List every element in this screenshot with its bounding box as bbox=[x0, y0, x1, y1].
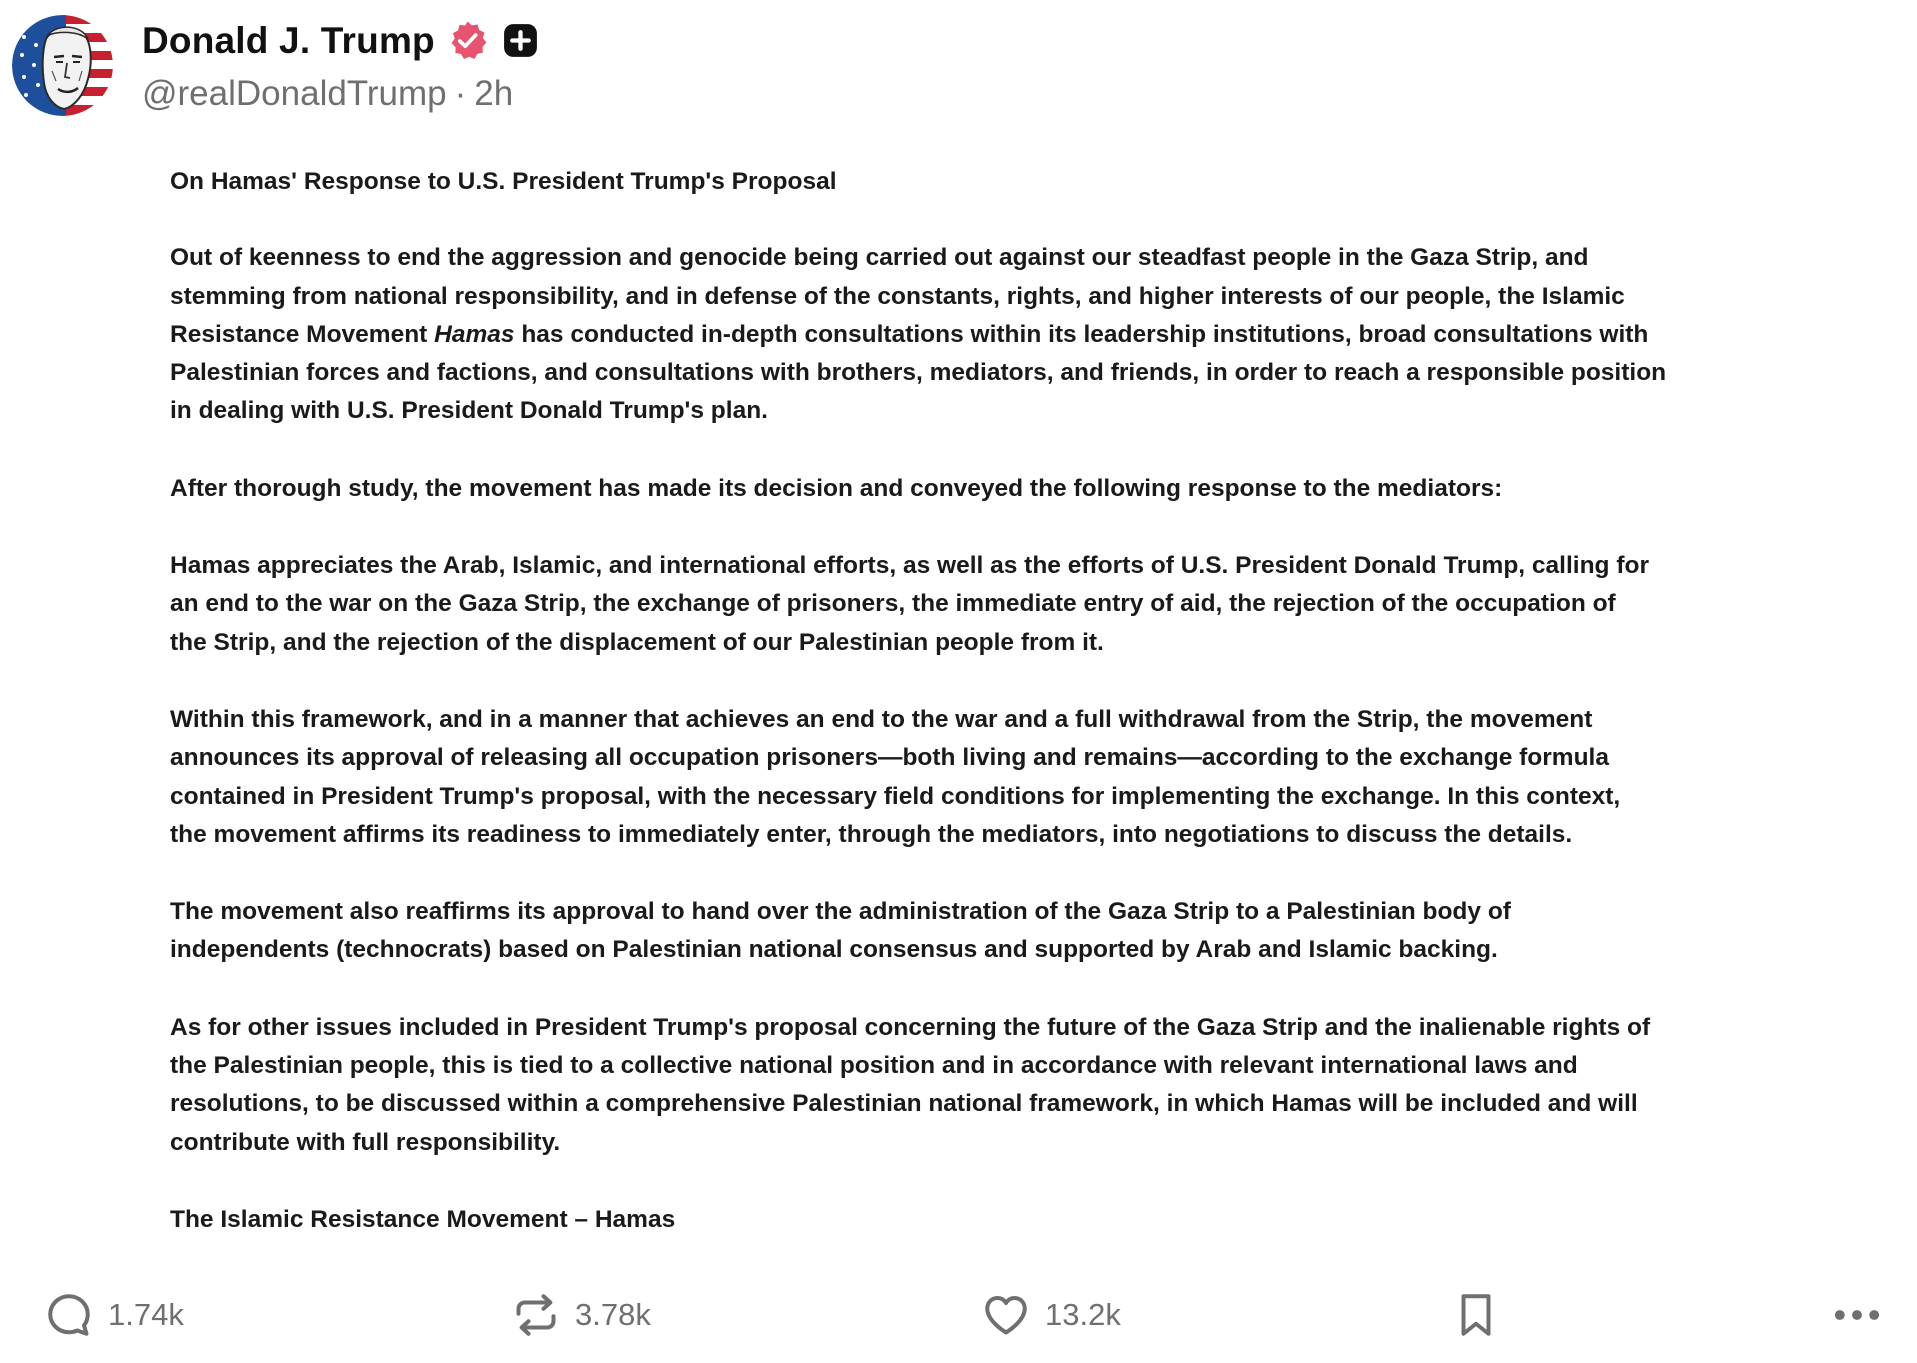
document-line: Palestinian forces and factions, and consultations with brothers, mediators, and friends, in order to reach a responsible position bbox=[170, 359, 1667, 387]
separator-dot: · bbox=[454, 74, 467, 113]
document-line: Out of keenness to end the aggression and genocide being carried out against our steadfast people in the Gaza Strip, and bbox=[170, 244, 1589, 272]
document-line: an end to the war on the Gaza Strip, the exchange of prisoners, the immediate entry of aid, the rejection of the occupation of bbox=[170, 590, 1616, 618]
document-line: Hamas appreciates the Arab, Islamic, and international efforts, as well as the efforts of U.S. President Donald Trump, calling for bbox=[170, 552, 1649, 580]
document-signature bbox=[170, 1201, 1790, 1239]
document-line: independents (technocrats) based on Palestinian national consensus and supported by Arab and Islamic backing. bbox=[170, 936, 1498, 964]
avatar-flag-portrait bbox=[12, 15, 113, 116]
document-paragraph-4 bbox=[170, 701, 1790, 854]
handle-row bbox=[142, 74, 513, 114]
avatar[interactable] bbox=[12, 15, 113, 116]
repost-count: 3.78k bbox=[575, 1297, 651, 1332]
document-line: the Strip, and the rejection of the displacement of our Palestinian people from it. bbox=[170, 628, 1104, 656]
like-button[interactable] bbox=[981, 1283, 1121, 1347]
post-time[interactable]: 2h bbox=[474, 74, 514, 113]
document-line: The movement also reaffirms its approval to hand over the administration of the Gaza Strip to a Palestinian body of bbox=[170, 898, 1511, 926]
document-line: in dealing with U.S. President Donald Trump's plan. bbox=[170, 397, 768, 425]
document-line: stemming from national responsibility, and in defense of the constants, rights, and higher interests of our people, the Islamic bbox=[170, 282, 1625, 310]
document-line: As for other issues included in President Trump's proposal concerning the future of the Gaza Strip and the inalienable rights of bbox=[170, 1013, 1651, 1041]
document-title: On Hamas' Response to U.S. President Trump's Proposal bbox=[170, 168, 837, 195]
document-text: Resistance Movement bbox=[170, 320, 428, 348]
reply-count: 1.74k bbox=[108, 1297, 184, 1332]
like-count: 13.2k bbox=[1045, 1297, 1121, 1332]
document-line bbox=[170, 316, 1790, 354]
document-paragraph-2 bbox=[170, 470, 1790, 508]
document-line: Within this framework, and in a manner that achieves an end to the war and a full withdrawal from the Strip, the movement bbox=[170, 705, 1593, 733]
attached-document-image[interactable] bbox=[170, 163, 1790, 1243]
document-text: has conducted in-depth consultations within its leadership institutions, broad consultations with bbox=[521, 320, 1649, 348]
heart-icon bbox=[981, 1290, 1031, 1340]
document-paragraph-1 bbox=[170, 239, 1790, 430]
verified-badge-icon[interactable] bbox=[447, 20, 488, 61]
document-paragraph-5 bbox=[170, 893, 1790, 970]
reply-icon bbox=[44, 1290, 94, 1340]
repost-icon bbox=[511, 1290, 561, 1340]
document-line: contained in President Trump's proposal, with the necessary field conditions for implementing the exchange. In this context, bbox=[170, 782, 1621, 810]
more-options-button[interactable] bbox=[1830, 1283, 1884, 1347]
document-line: the movement affirms its readiness to immediately enter, through the mediators, into negotiations to discuss the details. bbox=[170, 820, 1573, 848]
display-name[interactable]: Donald J. Trump bbox=[142, 19, 435, 61]
document-paragraph-3 bbox=[170, 547, 1790, 662]
document-line: The Islamic Resistance Movement – Hamas bbox=[170, 1205, 676, 1233]
post-action-bar bbox=[0, 1283, 1917, 1347]
more-options-icon bbox=[1830, 1290, 1884, 1340]
repost-button[interactable] bbox=[511, 1283, 651, 1347]
bookmark-icon bbox=[1451, 1290, 1501, 1340]
reply-button[interactable] bbox=[44, 1283, 184, 1347]
plus-badge-icon[interactable] bbox=[500, 20, 541, 61]
author-name-row bbox=[142, 18, 541, 63]
document-line: After thorough study, the movement has made its decision and conveyed the following response to the mediators: bbox=[170, 474, 1503, 502]
bookmark-button[interactable] bbox=[1451, 1283, 1501, 1347]
document-line: contribute with full responsibility. bbox=[170, 1128, 561, 1156]
document-line: resolutions, to be discussed within a comprehensive Palestinian national framework, in which Hamas will be included and will bbox=[170, 1090, 1638, 1118]
user-handle[interactable]: @realDonaldTrump bbox=[142, 74, 447, 113]
document-line: announces its approval of releasing all occupation prisoners—both living and remains—according to the exchange formula bbox=[170, 744, 1609, 772]
document-paragraph-6 bbox=[170, 1009, 1790, 1162]
document-italic-text: Hamas bbox=[434, 320, 515, 348]
document-line: the Palestinian people, this is tied to a collective national position and in accordance with relevant international laws and bbox=[170, 1052, 1578, 1080]
